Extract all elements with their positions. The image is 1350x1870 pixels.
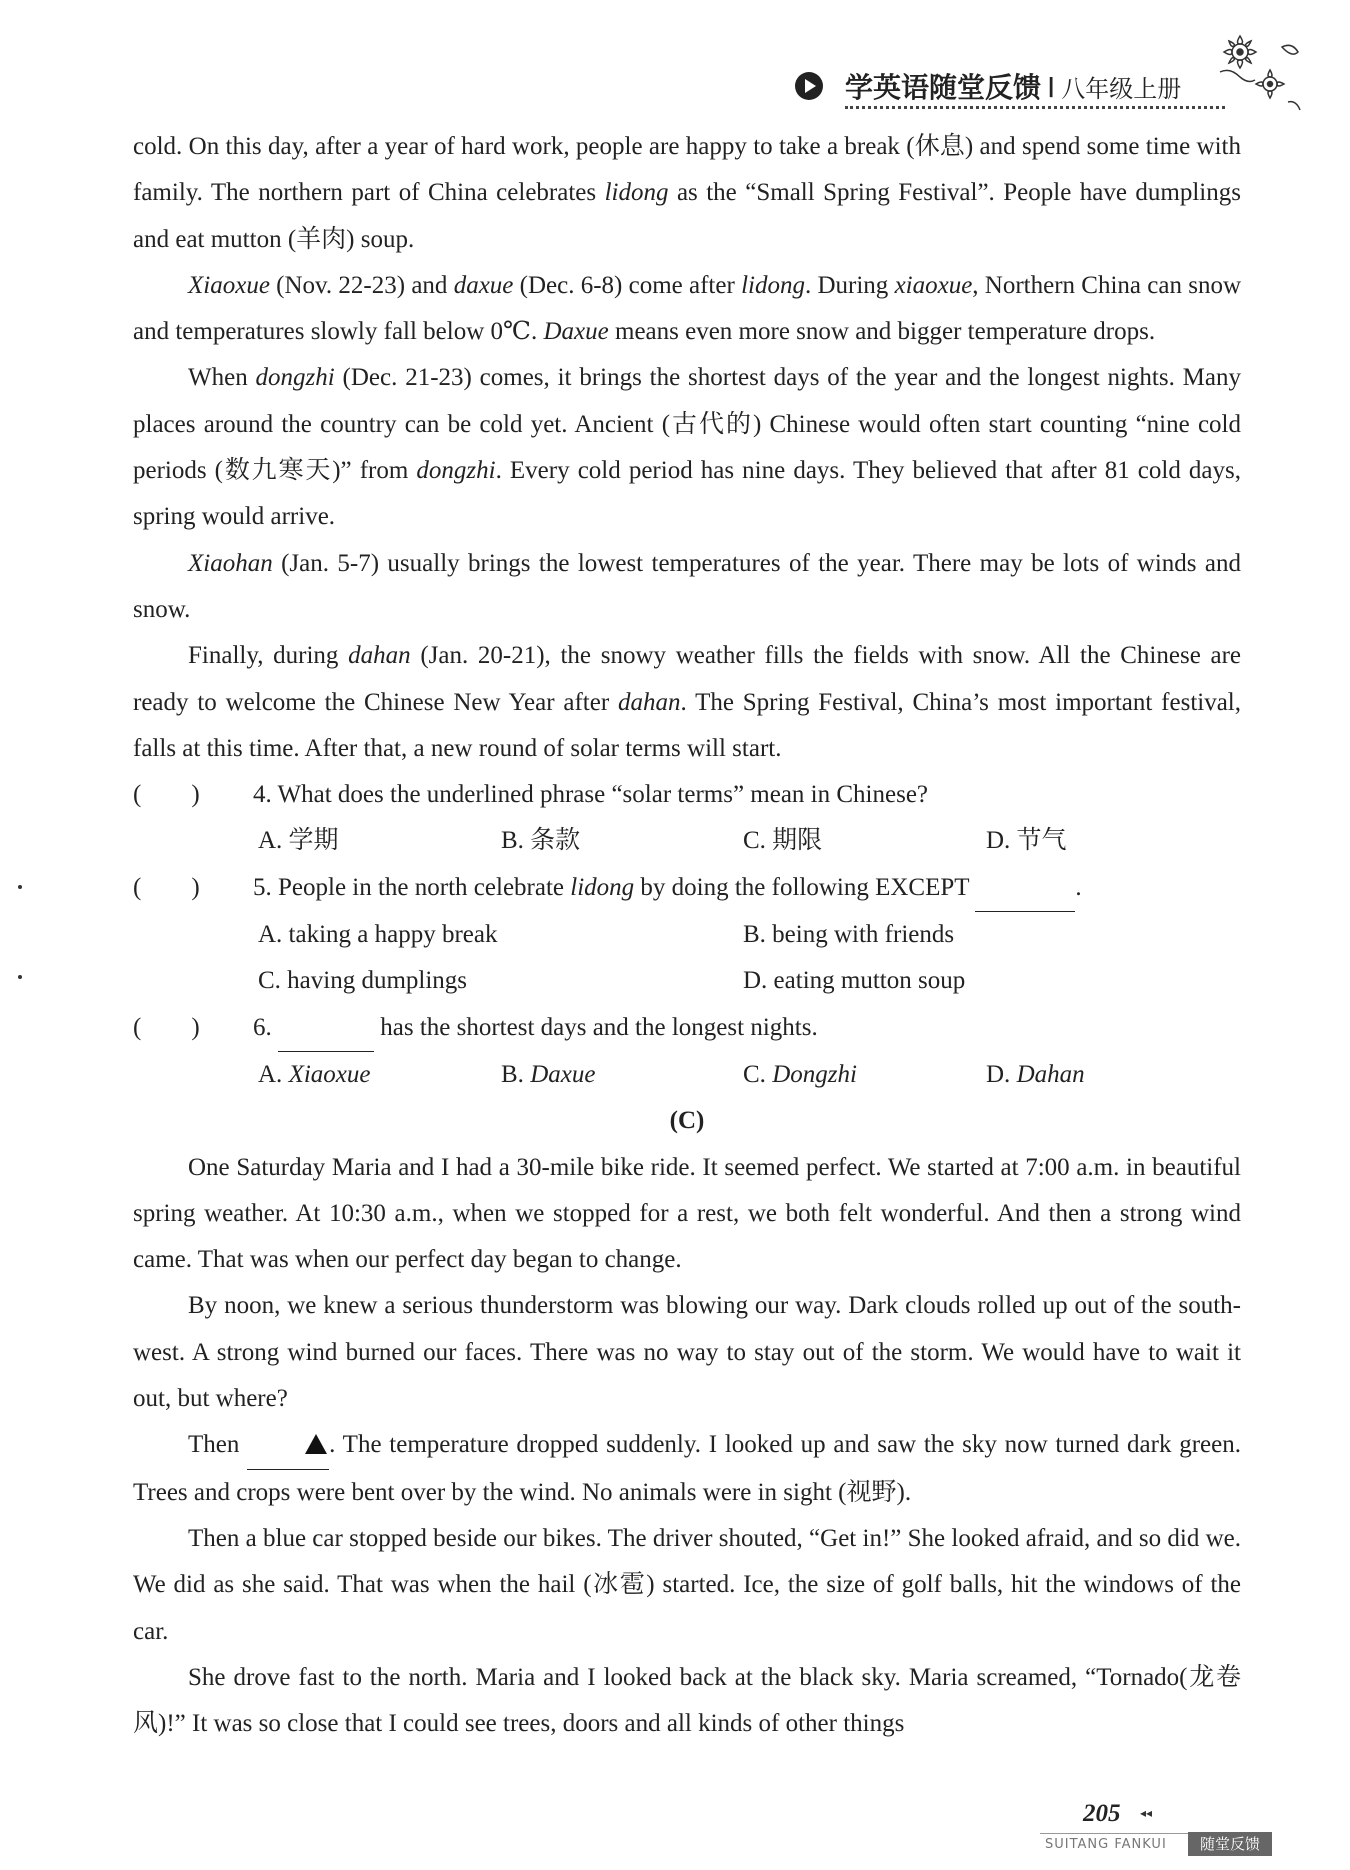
paragraph-3-start: Then (188, 1431, 248, 1459)
question-6-blank[interactable] (278, 1005, 374, 1052)
q4-option-a[interactable]: A. 学期 (258, 827, 339, 855)
q5-option-a[interactable]: A. taking a happy break (258, 921, 498, 949)
page-number: 205 (1083, 1800, 1121, 1827)
question-4-stem: 4. What does the underlined phrase “solar terms” mean in Chinese? (253, 781, 929, 809)
section-c-heading: (C) (669, 1107, 705, 1135)
footer-badge: 随堂反馈 (1188, 1832, 1272, 1856)
passage-b-paragraph-5: Finally, during dahan (Jan. 20-21), the snowy weather fills the fields with snow. All the Chinese are ready to welcome the Chinese New Year after dahan. The Spring Festival, China’s most important festival, falls at this time. After that, a new round of solar terms will start. (133, 642, 1241, 762)
q4-option-b[interactable]: B. 条款 (501, 827, 581, 855)
grade-label: 八年级上册 (1061, 75, 1182, 103)
section-c-paragraph-5: She drove fast to the north. Maria and I looked back at the black sky. Maria screamed, “Tornado(龙卷风)!” It was so close that I could see trees, doors and all kinds of other things (133, 1663, 1241, 1738)
q5-option-d[interactable]: D. eating mutton soup (743, 967, 966, 995)
passage-b-paragraph-4: Xiaohan (Jan. 5-7) usually brings the lowest temperatures of the year. There may be lots of winds and snow. (133, 549, 1241, 623)
arrow-left-icon: ◂◂ (1140, 1806, 1153, 1820)
question-6 (133, 1005, 1241, 1052)
answer-paren-4[interactable]: ( ) (133, 781, 200, 809)
question-5-stem-end: by doing the following EXCEPT (634, 873, 976, 901)
paragraph-3-rest: . The temperature dropped suddenly. I looked up and saw the sky now turned dark green. Trees and crops were bent over by the wind. No animals were in sight (视野). (133, 1431, 1241, 1506)
question-6-options (133, 1052, 1241, 1098)
title-separator: I (1047, 71, 1056, 104)
question-5 (133, 865, 1241, 912)
section-c-paragraph-4: Then a blue car stopped beside our bikes. The driver shouted, “Get in!” She looked afraid, and so did we. We did as she said. That was when the hail (冰雹) started. Ice, the size of golf balls, hit the windows of the car. (133, 1524, 1241, 1645)
q5-option-b[interactable]: B. being with friends (743, 921, 955, 949)
triangle-blank[interactable] (247, 1422, 329, 1469)
section-c-paragraph-2: By noon, we knew a serious thunderstorm was blowing our way. Dark clouds rolled up out of the south-west. A strong wind burned our faces. There was no way to stay out of the storm. We would have to wait it out, but where? (133, 1292, 1241, 1413)
triangle-icon (305, 1434, 327, 1454)
passage-b-paragraph-1: cold. On this day, after a year of hard work, people are happy to take a break (休息) and spend some time with family. The northern part of China celebrates lidong as the “Small Spring Festival”. People have dumplings and eat mutton (羊肉) soup. (133, 133, 1241, 253)
question-6-stem: has the shortest days and the longest nights. (374, 1013, 818, 1041)
q5-option-c[interactable]: C. having dumplings (258, 967, 468, 995)
page-content (133, 124, 1241, 1747)
margin-dot (18, 885, 22, 889)
header-title (845, 66, 1181, 106)
q6-option-d[interactable]: D. Dahan (986, 1060, 1085, 1088)
question-5-stem-term: lidong (570, 873, 635, 901)
question-5-blank[interactable] (975, 865, 1075, 912)
question-4-options (133, 818, 1241, 864)
q6-option-a[interactable]: A. Xiaoxue (258, 1060, 371, 1088)
q6-option-c[interactable]: C. Dongzhi (743, 1060, 857, 1088)
question-4 (133, 772, 1241, 818)
answer-paren-6[interactable]: ( ) (133, 1013, 200, 1041)
question-5-options-row-1 (133, 912, 1241, 958)
flower-decoration-icon (1200, 22, 1310, 122)
question-5-options-row-2 (133, 958, 1241, 1004)
question-5-period: . (1075, 873, 1082, 901)
section-c-paragraph-1: One Saturday Maria and I had a 30-mile bike ride. It seemed perfect. We started at 7:00 a.m. in beautiful spring weather. At 10:30 a.m., when we stopped for a rest, we both felt wonderful. And then a strong wind came. That was when our perfect day began to change. (133, 1153, 1241, 1274)
q6-option-b[interactable]: B. Daxue (501, 1060, 596, 1088)
question-5-stem-start: 5. People in the north celebrate (253, 873, 571, 901)
question-6-number: 6. (253, 1013, 278, 1041)
header-dotted-line (845, 106, 1225, 109)
passage-b-paragraph-2: Xiaoxue (Nov. 22-23) and daxue (Dec. 6-8) come after lidong. During xiaoxue, Northern China can snow and temperatures slowly fall below 0℃. Daxue means even more snow and bigger temperature drops. (133, 271, 1241, 346)
play-icon (795, 72, 823, 100)
q4-option-d[interactable]: D. 节气 (986, 827, 1067, 855)
q4-option-c[interactable]: C. 期限 (743, 827, 823, 855)
answer-paren-5[interactable]: ( ) (133, 873, 200, 901)
passage-b-paragraph-3: When dongzhi (Dec. 21-23) comes, it brings the shortest days of the year and the longest nights. Many places around the country can be cold yet. Ancient (古代的) Chinese would often start counting “nine cold periods (数九寒天)” from dongzhi. Every cold period has nine days. They believed that after 81 cold days, spring would arrive. (133, 364, 1241, 531)
margin-dot (18, 975, 22, 979)
book-title: 学英语随堂反馈 (845, 71, 1042, 104)
section-c-paragraph-3 (133, 1422, 1241, 1516)
footer-subtitle: SUITANG FANKUI (1045, 1837, 1167, 1852)
